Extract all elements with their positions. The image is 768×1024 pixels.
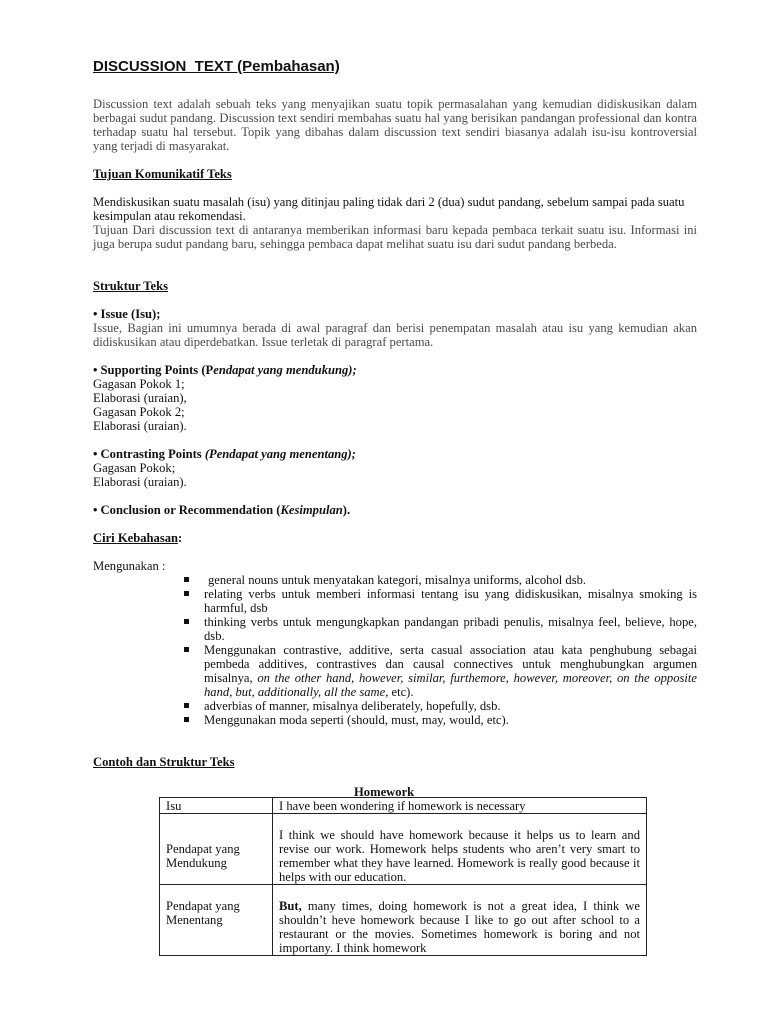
tujuan-heading: Tujuan Komunikatif Teks xyxy=(93,167,232,181)
struktur-heading: Struktur Teks xyxy=(93,279,169,293)
contrasting-label-italic: (Pendapat yang menentang); xyxy=(204,447,356,461)
issue-text: Issue, Bagian ini umumnya berada di awal paragraf dan berisi penempatan masalah atau isu yang kemudian akan didiskusikan atau diperdebatkan. Issue terletak di paragraf pertama. xyxy=(93,321,697,349)
bullet-text: thinking verbs untuk mengungkapkan pandangan pribadi penulis, misalnya feel, believe, hope, dsb. xyxy=(204,615,697,643)
bullet-text: Menggunakan contrastive, additive, serta casual association atau kata penghubung sebagai pembeda additives, contrastives dan causal connectives untuk menghubungkan argumen misalnya, xyxy=(204,643,697,685)
contrasting-label: • Contrasting Points xyxy=(93,447,205,461)
row-text-bold: But, xyxy=(279,899,302,913)
conclusion-label: • Conclusion or Recommendation ( xyxy=(93,503,281,517)
bullet-square-icon xyxy=(184,577,189,582)
list-item xyxy=(178,573,697,587)
ciri-heading-colon: : xyxy=(178,531,183,545)
struktur-contrasting xyxy=(93,447,697,489)
ciri-heading: Ciri Kebahasan xyxy=(93,531,179,545)
tujuan-paragraph-2: Tujuan Dari discussion text di antaranya memberikan informasi baru kepada pembaca terkait suatu isu. Informasi ini juga berupa sudut pandang baru, sehingga pembaca dapat melihat suatu isu dari sudut pandang berbeda. xyxy=(93,223,697,251)
table-row xyxy=(160,814,647,885)
list-item xyxy=(178,643,697,699)
bullet-text-end: etc). xyxy=(388,685,414,699)
supporting-item: Elaborasi (uraian). xyxy=(93,419,187,433)
list-item xyxy=(178,713,697,727)
row-text: I think we should have homework because it helps us to learn and revise our work. Homework helps students who aren’t very smart to remember what they have learned. Homework is really good because it helps with our education. xyxy=(273,814,647,885)
row-text: many times, doing homework is not a great idea, I think we shouldn’t heve homework because I like to go out after school to a restaurant or the movies. Sometimes homework is boring and not importany. I think homework xyxy=(279,899,640,955)
supporting-item: Gagasan Pokok 1; xyxy=(93,377,185,391)
intro-paragraph: Discussion text adalah sebuah teks yang menyajikan suatu topik permasalahan yang kemudian didiskusikan dalam berbagai sudut pandang. Discussion text sendiri membahas suatu hal yang berisikan pandangan professional dan kontra terhadap suatu hal tersebut. Topik yang dibahas dalam discussion text sendiri biasanya adalah isu-isu kontroversial yang terjadi di masyarakat. xyxy=(93,97,697,153)
bullet-text: relating verbs untuk memberi informasi tentang isu yang didiskusikan, misalnya smoking is harmful, dsb xyxy=(204,587,697,615)
bullet-square-icon xyxy=(184,703,189,708)
supporting-label-italic: endapat yang mendukung); xyxy=(213,363,357,377)
homework-table xyxy=(159,797,647,956)
table-row xyxy=(160,798,647,814)
bullet-square-icon xyxy=(184,647,189,652)
bullet-square-icon xyxy=(184,717,189,722)
page-title: DISCUSSION TEXT (Pembahasan) xyxy=(93,58,340,75)
conclusion-label-italic: Kesimpulan xyxy=(280,503,343,517)
table-row xyxy=(160,885,647,956)
ciri-bullet-list xyxy=(178,573,697,727)
row-text: I have been wondering if homework is necessary xyxy=(273,798,647,814)
supporting-item: Elaborasi (uraian), xyxy=(93,391,187,405)
ciri-heading-wrap xyxy=(93,531,697,545)
supporting-item: Gagasan Pokok 2; xyxy=(93,405,185,419)
bullet-text: general nouns untuk menyatakan kategori, misalnya uniforms, alcohol dsb. xyxy=(208,573,587,587)
tujuan-paragraph-1: Mendiskusikan suatu masalah (isu) yang ditinjau paling tidak dari 2 (dua) sudut pandang, sebelum sampai pada suatu kesimpulan atau rekomendasi. xyxy=(93,195,685,223)
contrasting-item: Gagasan Pokok; xyxy=(93,461,176,475)
bullet-text-italic: on the other hand, however, similar, furthemore, however, moreover, on the opposite hand, but, additionally, all the same, xyxy=(204,671,698,699)
table-title: Homework xyxy=(354,785,415,799)
bullet-text: adverbias of manner, misalnya deliberately, hopefully, dsb. xyxy=(204,699,501,713)
bullet-square-icon xyxy=(184,591,189,596)
conclusion-label-end: ). xyxy=(342,503,351,517)
issue-label: • Issue (Isu); xyxy=(93,307,161,321)
row-label: Isu xyxy=(160,798,273,814)
row-label: Pendapat yang Menentang xyxy=(160,885,273,956)
struktur-conclusion xyxy=(93,503,697,517)
contoh-heading: Contoh dan Struktur Teks xyxy=(93,755,235,769)
supporting-label: • Supporting Points (P xyxy=(93,363,214,377)
list-item xyxy=(178,587,697,615)
row-label: Pendapat yang Mendukung xyxy=(160,814,273,885)
list-item xyxy=(178,699,697,713)
bullet-square-icon xyxy=(184,619,189,624)
ciri-intro: Mengunakan : xyxy=(93,559,166,573)
contrasting-item: Elaborasi (uraian). xyxy=(93,475,187,489)
list-item xyxy=(178,615,697,643)
bullet-text: Menggunakan moda seperti (should, must, may, would, etc). xyxy=(204,713,509,727)
struktur-supporting xyxy=(93,363,697,433)
struktur-issue xyxy=(93,307,697,349)
